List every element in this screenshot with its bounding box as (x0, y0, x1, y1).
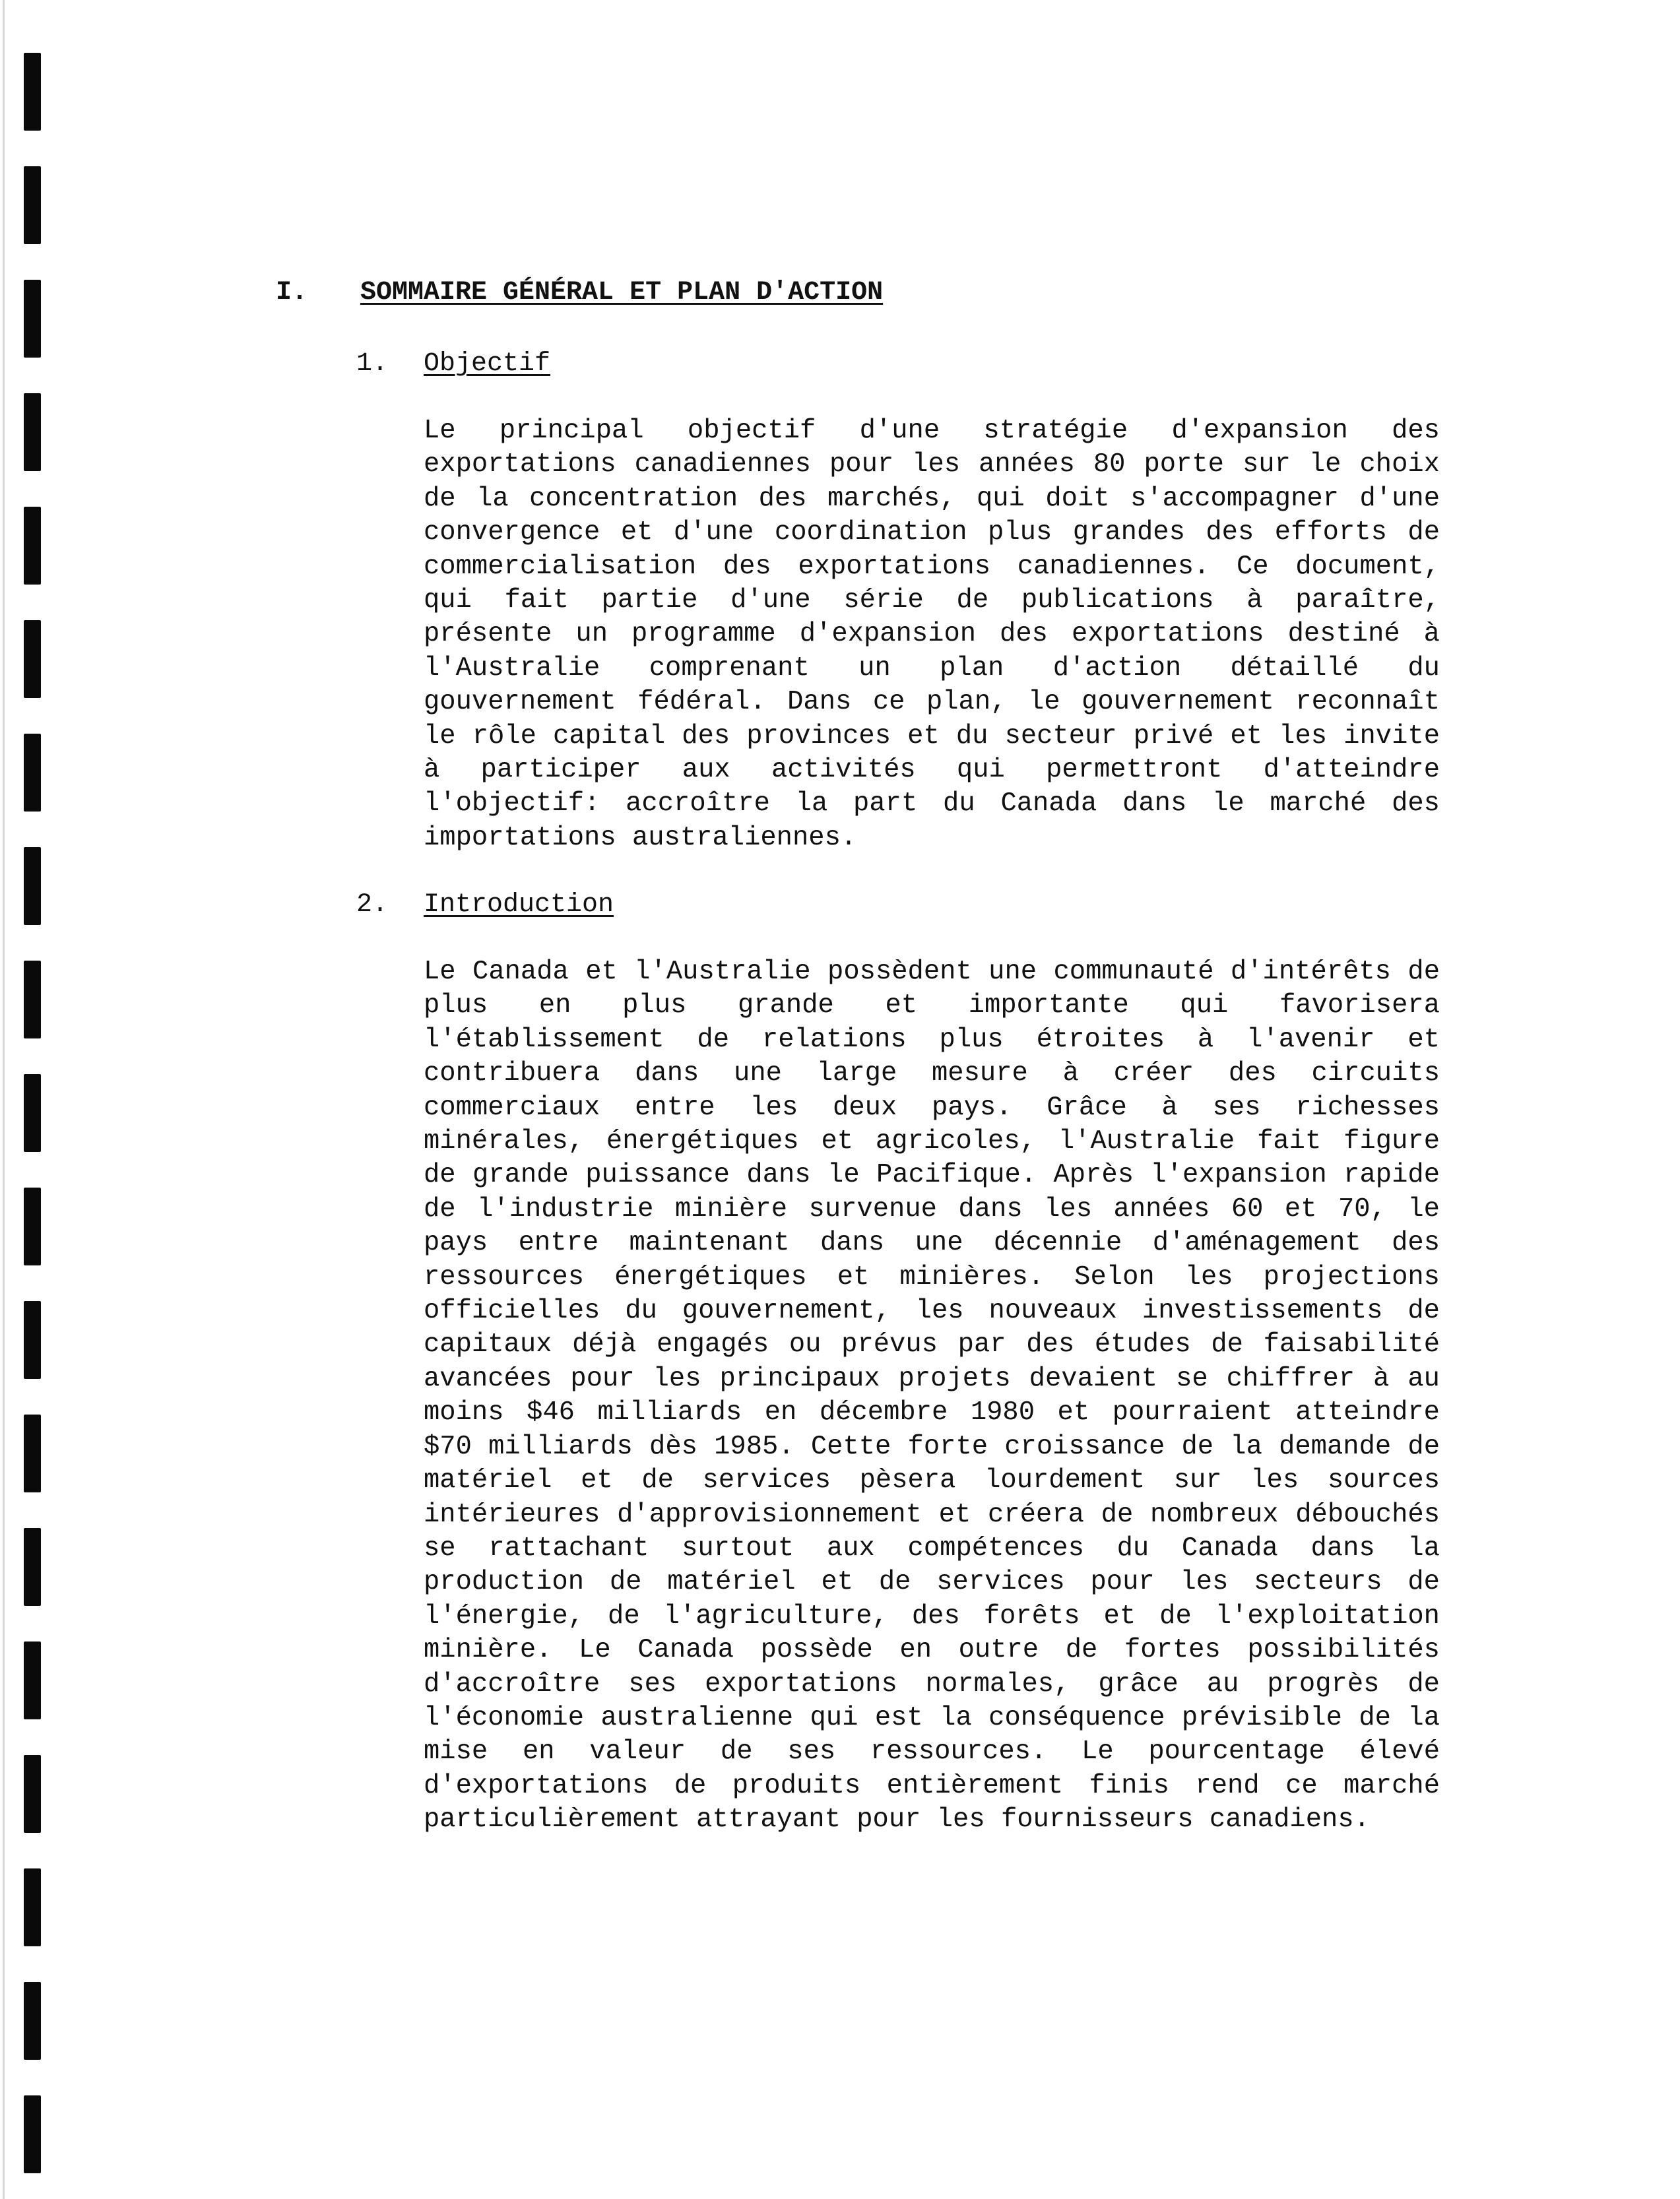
binder-hole-mark (24, 166, 41, 244)
paragraph-introduction: Le Canada et l'Australie possèdent une communauté d'intérêts de plus en plus grande et importante qui favorisera l'établissement de relations plus étroites à l'avenir et contribuera dans une large mesure à créer des circuits commerciaux entre les deux pays. Grâce à ses richesses minérales, énergétiques et agricoles, l'Australie fait figure de grande puissance dans le Pacifique. Après l'expansion rapide de l'industrie minière survenue dans les années 60 et 70, le pays entre maintenant dans une décennie d'aménagement des ressources énergétiques et minières. Selon les projections officielles du gouvernement, les nouveaux investissements de capitaux déjà engagés ou prévus par des études de faisabilité avancées pour les principaux projets devaient se chiffrer à au moins $46 milliards en décembre 1980 et pourraient atteindre $70 milliards dès 1985. Cette forte croissance de la demande de matériel et de services pèsera lourdement sur les sources intérieures d'approvisionnement et créera de nombreux débouchés se rattachant surtout aux compétences du Canada dans la production de matériel et de services pour les secteurs de l'énergie, de l'agriculture, des forêts et de l'exploitation minière. Le Canada possède en outre de fortes possibilités d'accroître ses exportations normales, grâce au progrès de l'économie australienne qui est la conséquence prévisible de la mise en valeur de ses ressources. Le pourcentage élevé d'exportations de produits entièrement finis rend ce marché particulièrement attrayant pour les fournisseurs canadiens. (424, 957, 1440, 1835)
section-number: I. (276, 278, 308, 307)
subsection-heading-objectif (356, 347, 550, 381)
binder-hole-mark (24, 1415, 41, 1492)
binder-hole-mark (24, 847, 41, 925)
subsection-number: 1. (356, 349, 389, 379)
subsection-number: 2. (356, 890, 389, 920)
binder-hole-mark (24, 1641, 41, 1719)
binder-hole-mark (24, 1982, 41, 2060)
binder-hole-mark (24, 2095, 41, 2173)
binder-hole-mark (24, 393, 41, 471)
binder-hole-mark (24, 1868, 41, 1946)
binder-holes-strip (24, 53, 41, 2177)
binder-hole-mark (24, 1301, 41, 1379)
binder-hole-mark (24, 961, 41, 1038)
paragraph-objectif: Le principal objectif d'une stratégie d'expansion des exportations canadiennes pour les années 80 porte sur le choix de la concentration des marchés, qui doit s'accompagner d'une convergence et d'une coordination plus grandes des efforts de commercialisation des exportations canadiennes. Ce document, qui fait partie d'une série de publications à paraître, présente un programme d'expansion des exportations destiné à l'Australie comprenant un plan d'action détaillé du gouvernement fédéral. Dans ce plan, le gouvernement reconnaît le rôle capital des provinces et du secteur privé et les invite à participer aux activités qui permettront d'atteindre l'objectif: accroître la part du Canada dans le marché des importations australiennes. (424, 416, 1440, 853)
subsection-title: Objectif (424, 349, 551, 379)
binder-hole-mark (24, 1755, 41, 1833)
subsection-heading-introduction (356, 888, 614, 922)
page-edge-line (3, 0, 5, 2199)
binder-hole-mark (24, 734, 41, 812)
section-title: SOMMAIRE GÉNÉRAL ET PLAN D'ACTION (360, 278, 884, 307)
section-heading (276, 276, 883, 310)
subsection-title: Introduction (424, 890, 614, 920)
binder-hole-mark (24, 280, 41, 358)
binder-hole-mark (24, 1528, 41, 1606)
binder-hole-mark (24, 507, 41, 585)
binder-hole-mark (24, 1074, 41, 1152)
binder-hole-mark (24, 53, 41, 131)
binder-hole-mark (24, 620, 41, 698)
binder-hole-mark (24, 1188, 41, 1265)
